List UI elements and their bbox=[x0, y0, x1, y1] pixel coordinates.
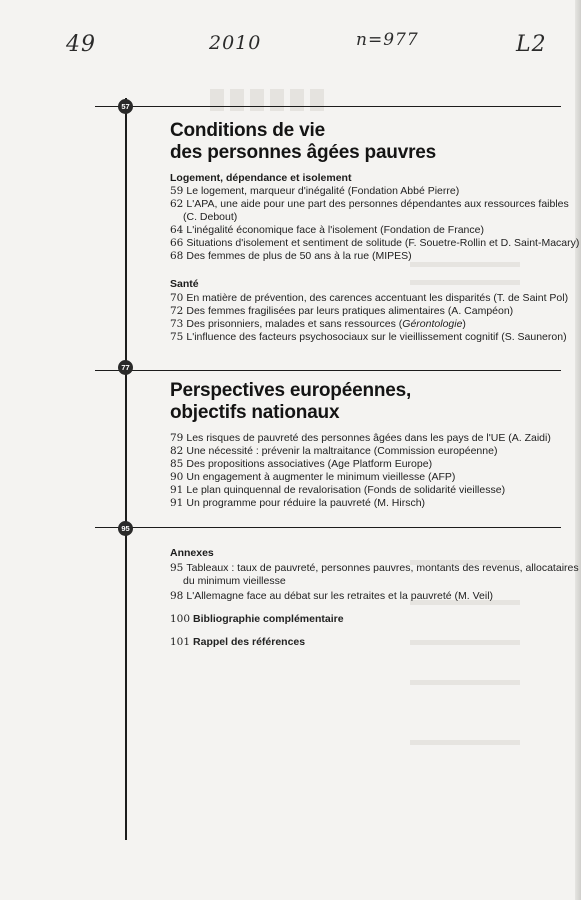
toc-entry bbox=[170, 237, 579, 250]
toc-entry-text: L'APA, une aide pour une part des personnes dépendantes aux ressources faibles bbox=[186, 198, 569, 210]
toc-entry-text: Les risques de pauvreté des personnes âgées dans les pays de l'UE (A. Zaidi) bbox=[186, 432, 551, 444]
bleed-through-title bbox=[210, 85, 390, 123]
toc-entry-text: Une nécessité : prévenir la maltraitance (Commission européenne) bbox=[186, 445, 498, 457]
chapter-title-line: objectifs nationaux bbox=[170, 402, 340, 423]
toc-entry bbox=[170, 445, 497, 458]
toc-page-number: 68 bbox=[170, 250, 184, 262]
toc-entry-text: Rappel des références bbox=[193, 636, 306, 648]
toc-entry-text: L'Allemagne face au débat sur les retraites et la pauvreté (M. Veil) bbox=[186, 590, 494, 602]
chapter-title bbox=[170, 380, 411, 424]
toc-entry-source: Gérontologie bbox=[402, 318, 463, 330]
toc-entry-text: En matière de prévention, des carences accentuant les disparités (T. de Saint Pol) bbox=[186, 292, 569, 304]
toc-entry-continuation: (C. Debout) bbox=[183, 210, 238, 223]
toc-entry bbox=[170, 185, 459, 198]
toc-entry-text: ) bbox=[462, 318, 466, 330]
timeline-vertical-rule bbox=[125, 98, 127, 840]
toc-page-number: 72 bbox=[170, 305, 184, 317]
toc-page-number: 79 bbox=[170, 432, 184, 444]
toc-entry-text: L'inégalité économique face à l'isolement (Fondation de France) bbox=[186, 224, 484, 236]
toc-page-number: 91 bbox=[170, 484, 184, 496]
handwritten-note: 49 bbox=[66, 32, 96, 57]
bleed-through-line bbox=[410, 640, 520, 645]
toc-page-number: 101 bbox=[170, 636, 191, 648]
toc-page-number: 62 bbox=[170, 198, 184, 210]
section-page-badge: 57 bbox=[118, 99, 133, 114]
toc-entry bbox=[170, 318, 466, 331]
toc-entry bbox=[170, 224, 484, 237]
toc-entry-text: Un engagement à augmenter le minimum vieillesse (AFP) bbox=[186, 471, 456, 483]
toc-entry bbox=[170, 471, 455, 484]
bleed-through-line bbox=[410, 740, 520, 745]
toc-entry-text: Des prisonniers, malades et sans ressources ( bbox=[186, 318, 403, 330]
toc-entry-text: Tableaux : taux de pauvreté, personnes pauvres, montants des revenus, allocataires bbox=[186, 562, 579, 574]
toc-entry bbox=[170, 458, 432, 471]
handwritten-note: n=977 bbox=[356, 30, 419, 50]
chapter-title-line: Conditions de vie bbox=[170, 120, 325, 141]
toc-page-number: 85 bbox=[170, 458, 184, 470]
toc-page-number: 82 bbox=[170, 445, 184, 457]
toc-entry bbox=[170, 562, 579, 587]
toc-entry-text: Un programme pour réduire la pauvreté (M. Hirsch) bbox=[186, 497, 426, 509]
scan-edge bbox=[575, 0, 581, 900]
toc-entry-text: Le plan quinquennal de revalorisation (Fonds de solidarité vieillesse) bbox=[186, 484, 506, 496]
toc-page-number: 91 bbox=[170, 497, 184, 509]
toc-entry-text: Des propositions associatives (Age Platform Europe) bbox=[186, 458, 433, 470]
handwritten-note: L2 bbox=[516, 32, 547, 57]
toc-entry bbox=[170, 432, 551, 445]
toc-entry-text: Des femmes fragilisées par leurs pratiques alimentaires (A. Campéon) bbox=[186, 305, 514, 317]
section-page-badge: 77 bbox=[118, 360, 133, 375]
chapter-title-line: des personnes âgées pauvres bbox=[170, 142, 437, 163]
bleed-through-line bbox=[410, 262, 520, 267]
toc-page-number: 95 bbox=[170, 562, 184, 574]
toc-page-number: 59 bbox=[170, 185, 184, 197]
toc-entry-text: Des femmes de plus de 50 ans à la rue (MIPES) bbox=[186, 250, 412, 262]
section-rule bbox=[95, 527, 561, 528]
toc-entry-text: Le logement, marqueur d'inégalité (Fondation Abbé Pierre) bbox=[186, 185, 460, 197]
toc-entry-continuation: du minimum vieillesse bbox=[183, 574, 286, 587]
bleed-through-shape bbox=[210, 85, 390, 115]
subsection-heading: Logement, dépendance et isolement bbox=[170, 172, 352, 184]
toc-entry bbox=[170, 484, 505, 497]
toc-page-number: 100 bbox=[170, 613, 191, 625]
toc-page-number: 70 bbox=[170, 292, 184, 304]
chapter-title-line: Perspectives européennes, bbox=[170, 380, 412, 401]
chapter-title bbox=[170, 120, 436, 164]
subsection-heading: Santé bbox=[170, 278, 199, 290]
toc-entry-text: Bibliographie complémentaire bbox=[193, 613, 344, 625]
toc-page-number: 98 bbox=[170, 590, 184, 602]
bleed-through-line bbox=[410, 680, 520, 685]
toc-entry-bold bbox=[170, 613, 344, 626]
toc-entry bbox=[170, 198, 569, 223]
section-rule bbox=[95, 370, 561, 371]
toc-entry bbox=[170, 331, 567, 344]
section-rule bbox=[95, 106, 561, 107]
toc-entry bbox=[170, 497, 425, 510]
toc-entry bbox=[170, 305, 513, 318]
toc-page-number: 75 bbox=[170, 331, 184, 343]
toc-entry-text: Situations d'isolement et sentiment de solitude (F. Souetre-Rollin et D. Saint-Macary) bbox=[186, 237, 580, 249]
toc-entry bbox=[170, 250, 412, 263]
subsection-heading: Annexes bbox=[170, 547, 214, 559]
section-page-badge: 95 bbox=[118, 521, 133, 536]
toc-entry-text: L'influence des facteurs psychosociaux sur le vieillissement cognitif (S. Sauneron) bbox=[186, 331, 567, 343]
bleed-through-line bbox=[410, 280, 520, 285]
handwritten-note: 2010 bbox=[209, 32, 262, 54]
toc-page-number: 73 bbox=[170, 318, 184, 330]
toc-page-number: 90 bbox=[170, 471, 184, 483]
toc-entry bbox=[170, 292, 568, 305]
toc-entry-bold bbox=[170, 636, 305, 649]
toc-page-number: 66 bbox=[170, 237, 184, 249]
toc-page-number: 64 bbox=[170, 224, 184, 236]
toc-entry bbox=[170, 590, 493, 603]
